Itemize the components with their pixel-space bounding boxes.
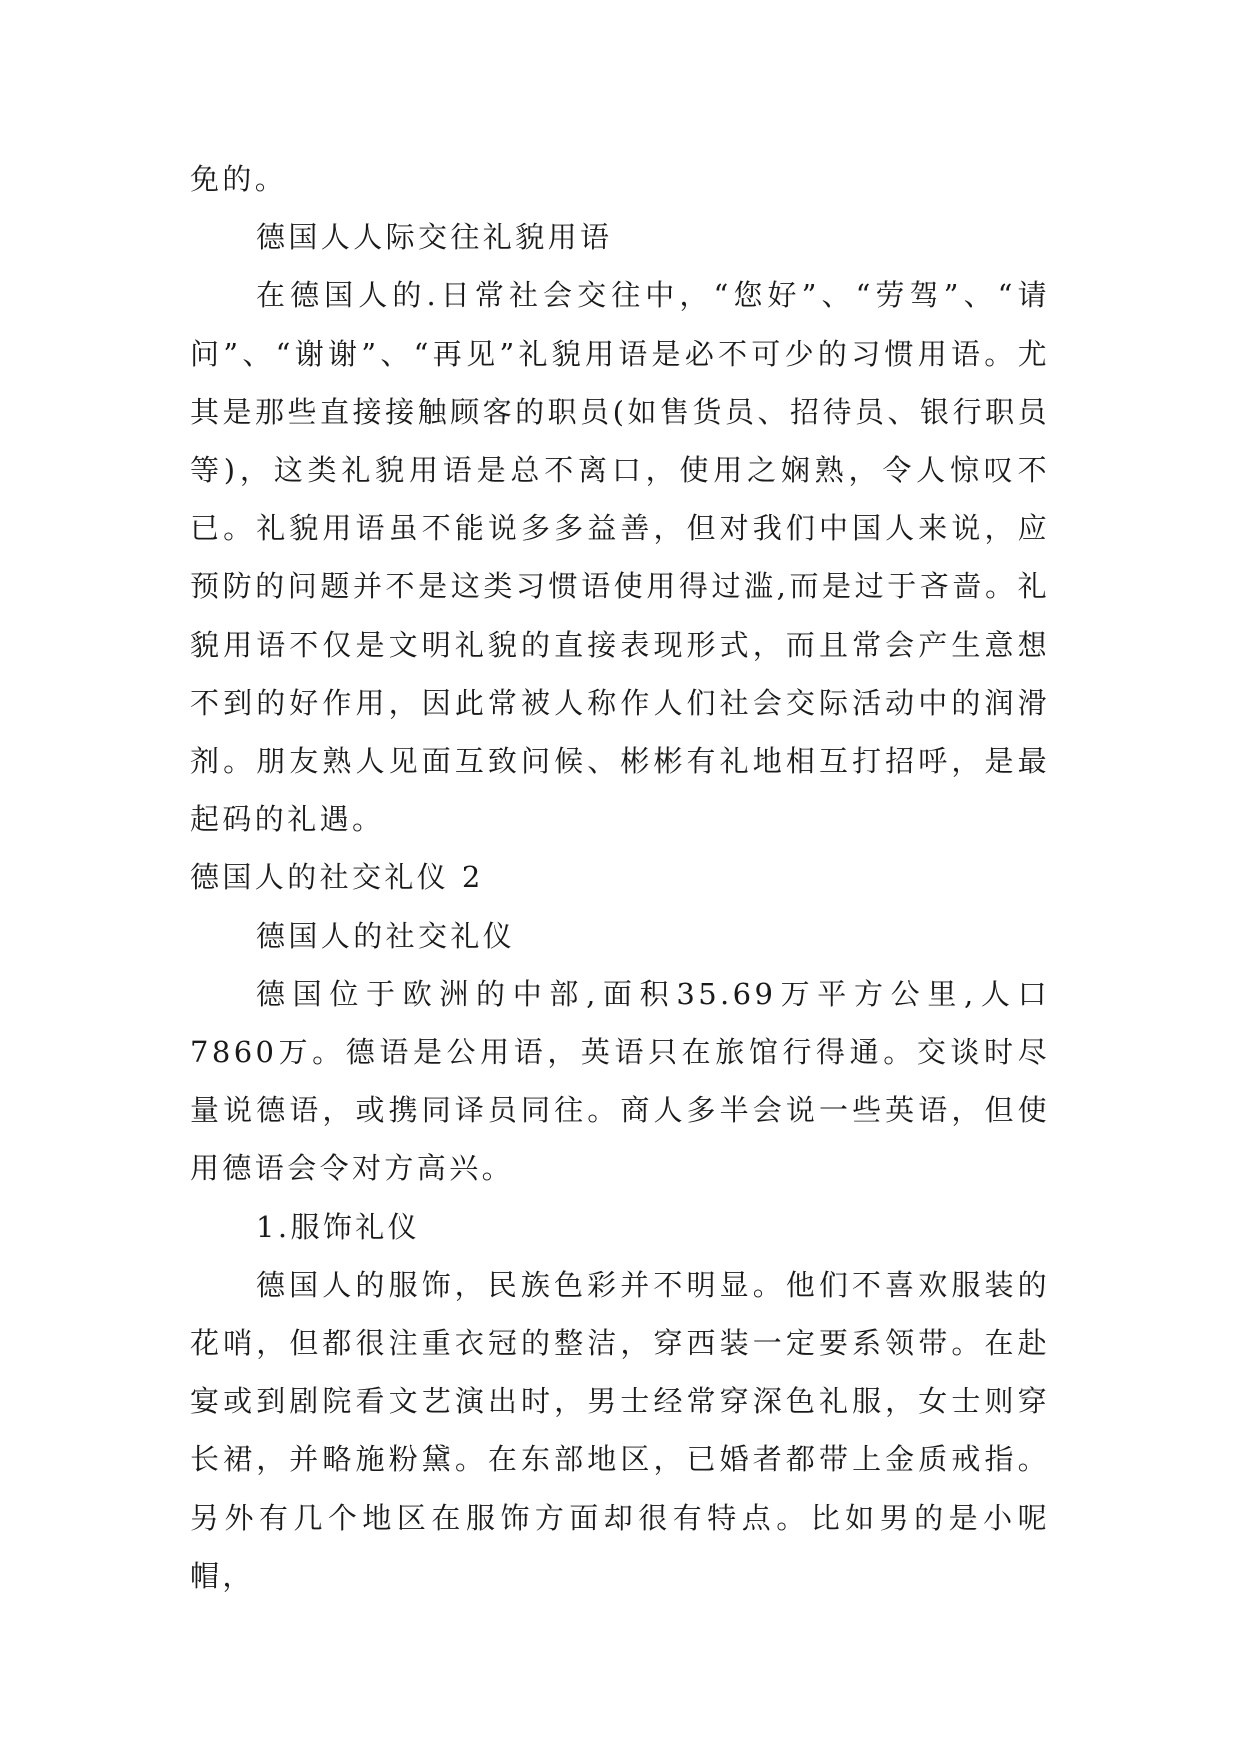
paragraph-continuation: 免的。 (190, 162, 288, 196)
article-heading: 德国人的社交礼仪 2 (190, 860, 484, 895)
paragraph-dress-etiquette: 德国人的服饰，民族色彩并不明显。他们不喜欢服装的花哨，但都很注重衣冠的整洁，穿西装一定要系领带。在赴宴或到剧院看文艺演出时，男士经常穿深色礼服，女士则穿长裙，并略施粉黛。在东部地区，已婚者都带上金质戒指。另外有几个地区在服饰方面却很有特点。比如男的是小呢帽， (190, 1267, 1050, 1593)
paragraph-etiquette-phrases: 在德国人的.日常社会交往中，“您好”、“劳驾”、“请问”、“谢谢”、“再见”礼貌用语是必不可少的习惯用语。尤其是那些直接接触顾客的职员(如售货员、招待员、银行职员等)，这类礼貌用语是总不离口，使用之娴熟，令人惊叹不已。礼貌用语虽不能说多多益善，但对我们中国人来说，应预防的问题并不是这类习惯语使用得过滥,而是过于吝啬。礼貌用语不仅是文明礼貌的直接表现形式，而且常会产生意想不到的好作用，因此常被人称作人们社会交际活动中的润滑剂。朋友熟人见面互致问候、彬彬有礼地相互打招呼，是最起码的礼遇。 (190, 278, 1050, 837)
section-title-etiquette-phrases: 德国人人际交往礼貌用语 (256, 220, 613, 255)
document-body (190, 150, 1050, 1605)
paragraph-germany-intro: 德国位于欧洲的中部,面积35.69万平方公里,人口7860万。德语是公用语，英语只在旅馆行得通。交谈时尽量说德语，或携同译员同往。商人多半会说一些英语，但使用德语会令对方高兴。 (190, 976, 1050, 1186)
article-subtitle: 德国人的社交礼仪 (256, 918, 516, 953)
section-title-dress-etiquette: 1.服饰礼仪 (256, 1209, 421, 1244)
